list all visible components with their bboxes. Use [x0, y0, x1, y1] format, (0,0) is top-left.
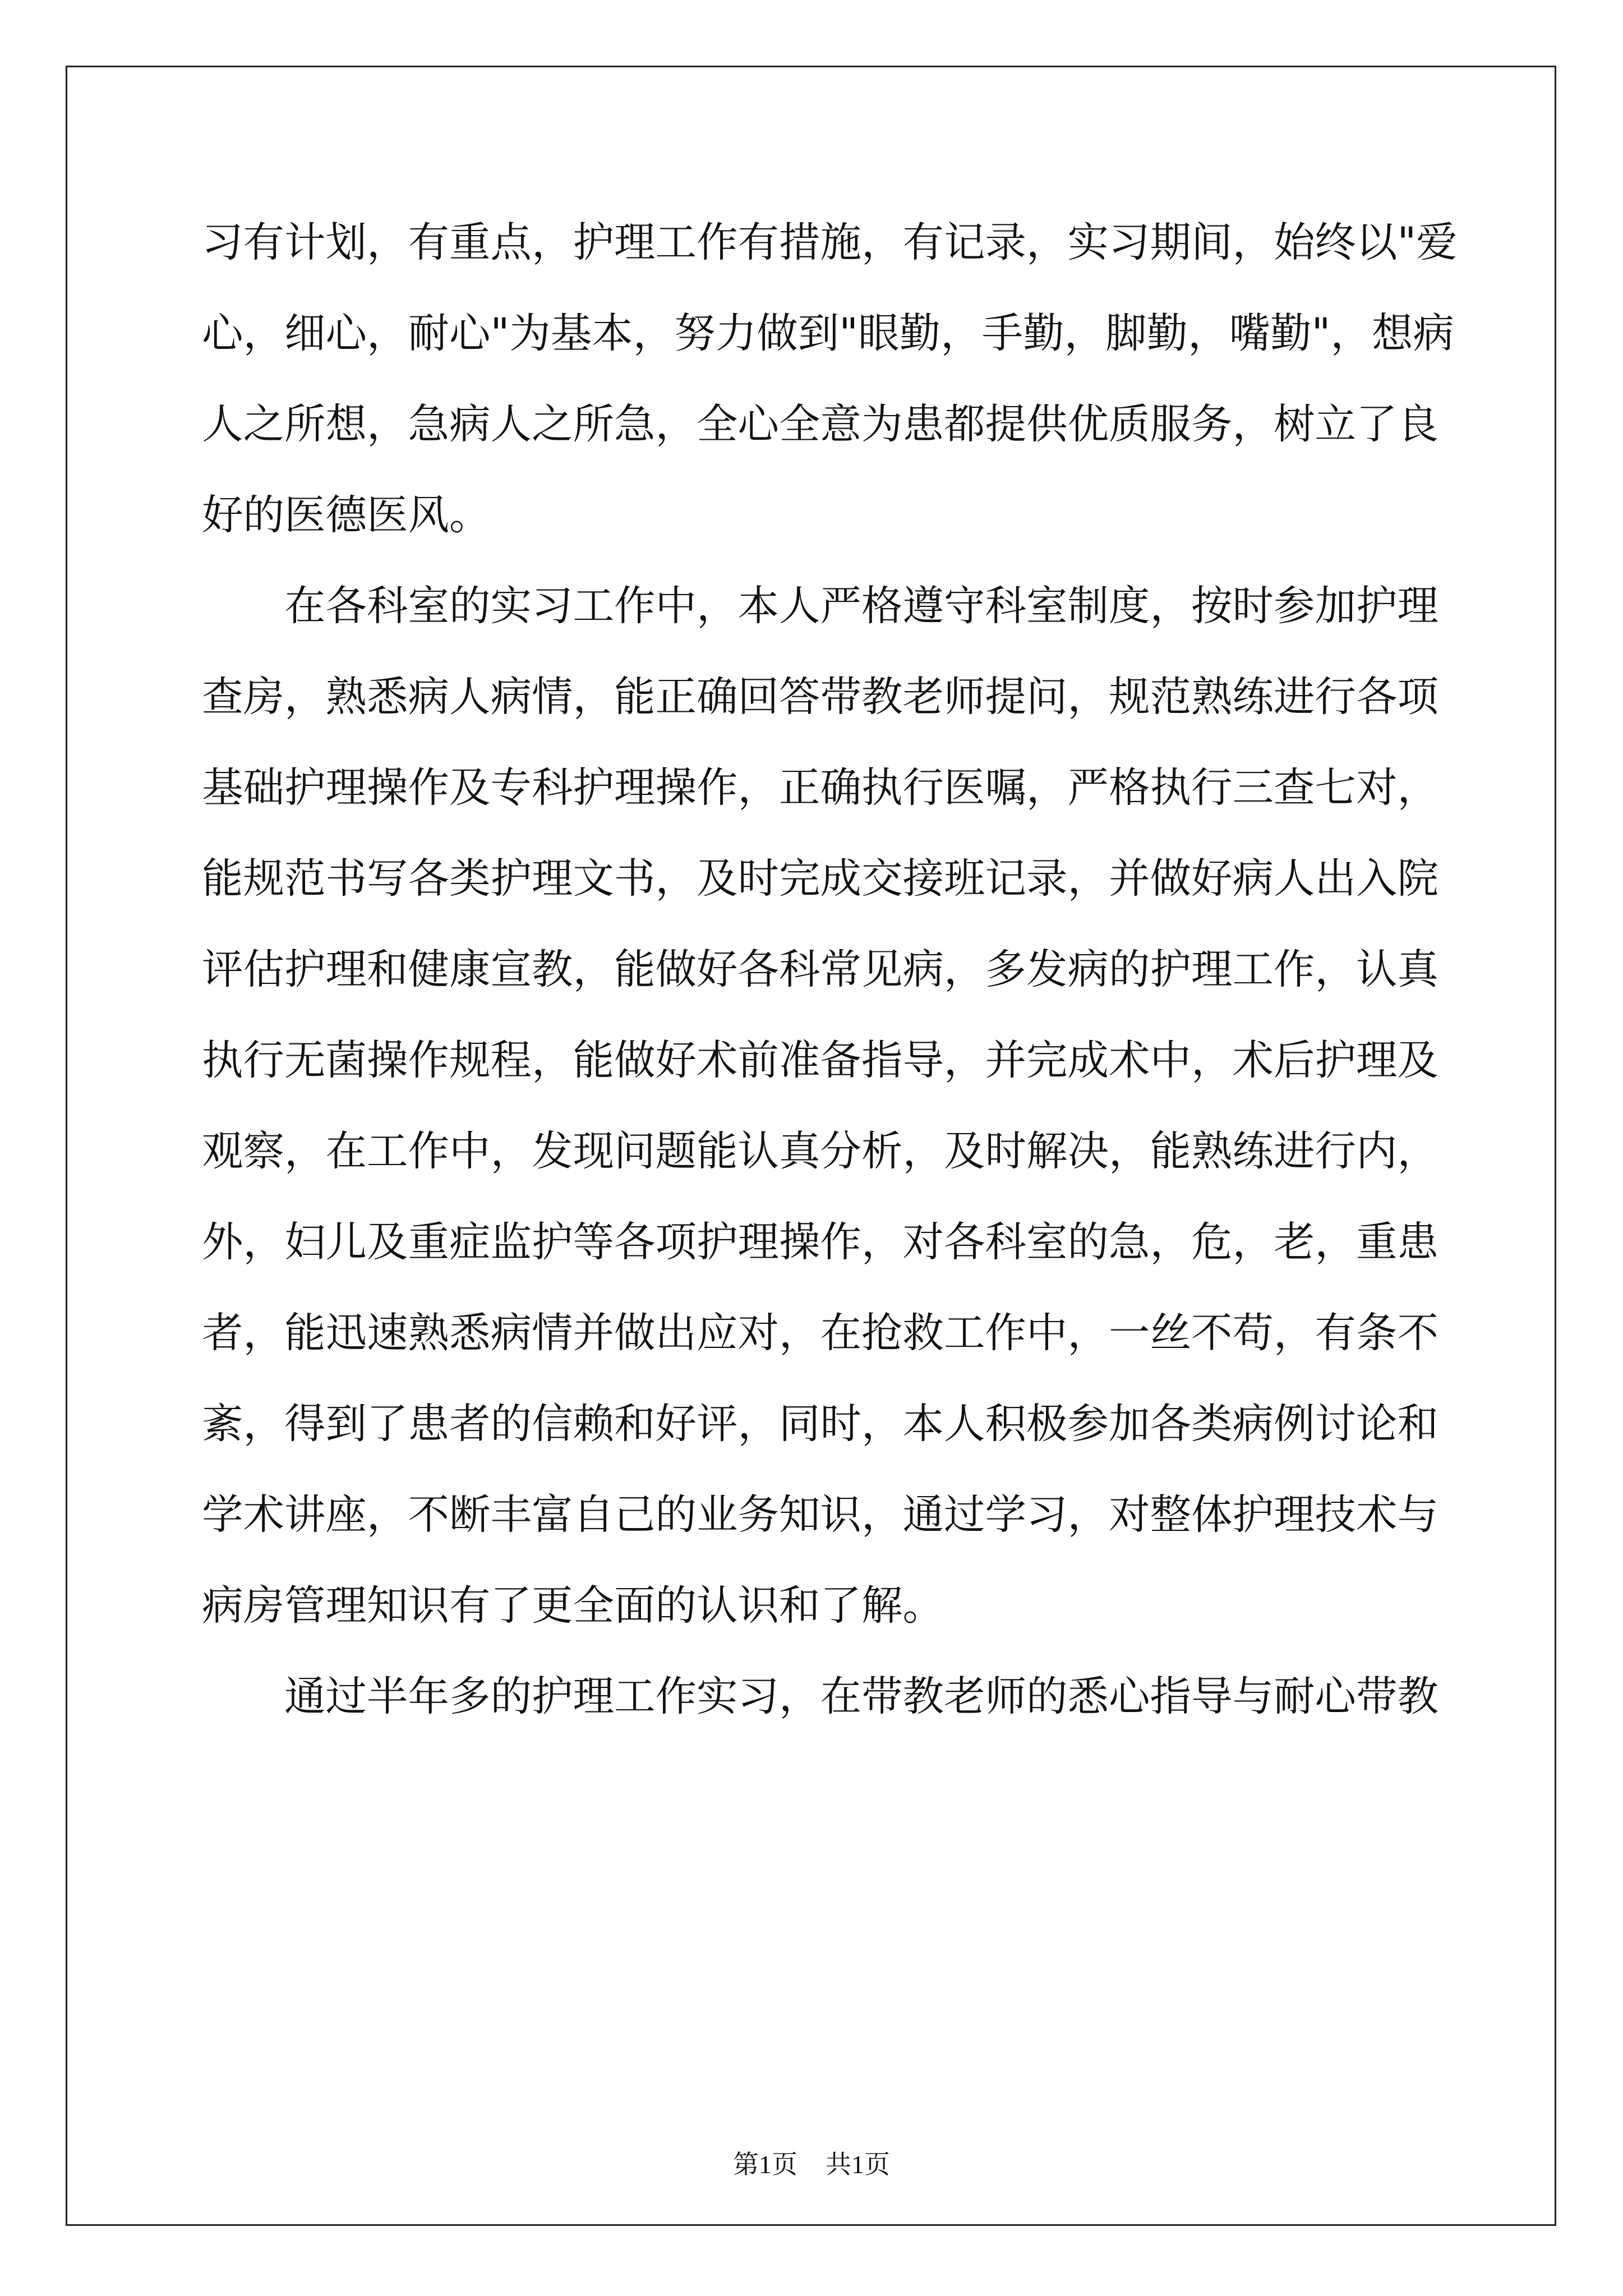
document-body [202, 206, 1458, 1751]
text-line: 执行无菌操作规程，能做好术前准备指导，并完成术中，术后护理及 [202, 1037, 1438, 1084]
text-line: 外，妇儿及重症监护等各项护理操作，对各科室的急，危，老，重患 [202, 1218, 1438, 1266]
text-line: 病房管理知识有了更全面的认识和了解。 [202, 1582, 944, 1630]
text-line: 人之所想，急病人之所急，全心全意为患都提供优质服务，树立了良 [202, 401, 1438, 448]
text-line: 能规范书写各类护理文书，及时完成交接班记录，并做好病人出入院 [202, 855, 1438, 903]
text-line: 查房，熟悉病人病情，能正确回答带教老师提问，规范熟练进行各项 [202, 673, 1438, 721]
text-line: 评估护理和健康宣教，能做好各科常见病，多发病的护理工作，认真 [202, 946, 1438, 993]
text-line: 心，细心，耐心"为基本，努力做到"眼勤，手勤，脚勤，嘴勤"，想病 [202, 310, 1454, 357]
text-line: 好的医德医风。 [202, 491, 491, 539]
text-line: 习有计划，有重点，护理工作有措施，有记录，实习期间，始终以"爱 [202, 219, 1458, 266]
text-line: 观察，在工作中，发现问题能认真分析，及时解决，能熟练进行内， [202, 1128, 1438, 1175]
page-footer [0, 2144, 1623, 2181]
text-line: 紊，得到了患者的信赖和好评，同时，本人积极参加各类病例讨论和 [202, 1400, 1438, 1448]
text-line: 者，能迅速熟悉病情并做出应对，在抢救工作中，一丝不苟，有条不 [202, 1309, 1438, 1357]
text-line: 学术讲座，不断丰富自己的业务知识，通过学习，对整体护理技术与 [202, 1491, 1438, 1539]
text-line: 通过半年多的护理工作实习，在带教老师的悉心指导与耐心带教 [202, 1673, 1438, 1720]
page-total-label: 共1页 [826, 2150, 890, 2179]
text-line: 基础护理操作及专科护理操作，正确执行医嘱，严格执行三查七对， [202, 764, 1438, 812]
text-line: 在各科室的实习工作中，本人严格遵守科室制度，按时参加护理 [202, 582, 1438, 630]
page-number-label: 第1页 [733, 2150, 797, 2179]
